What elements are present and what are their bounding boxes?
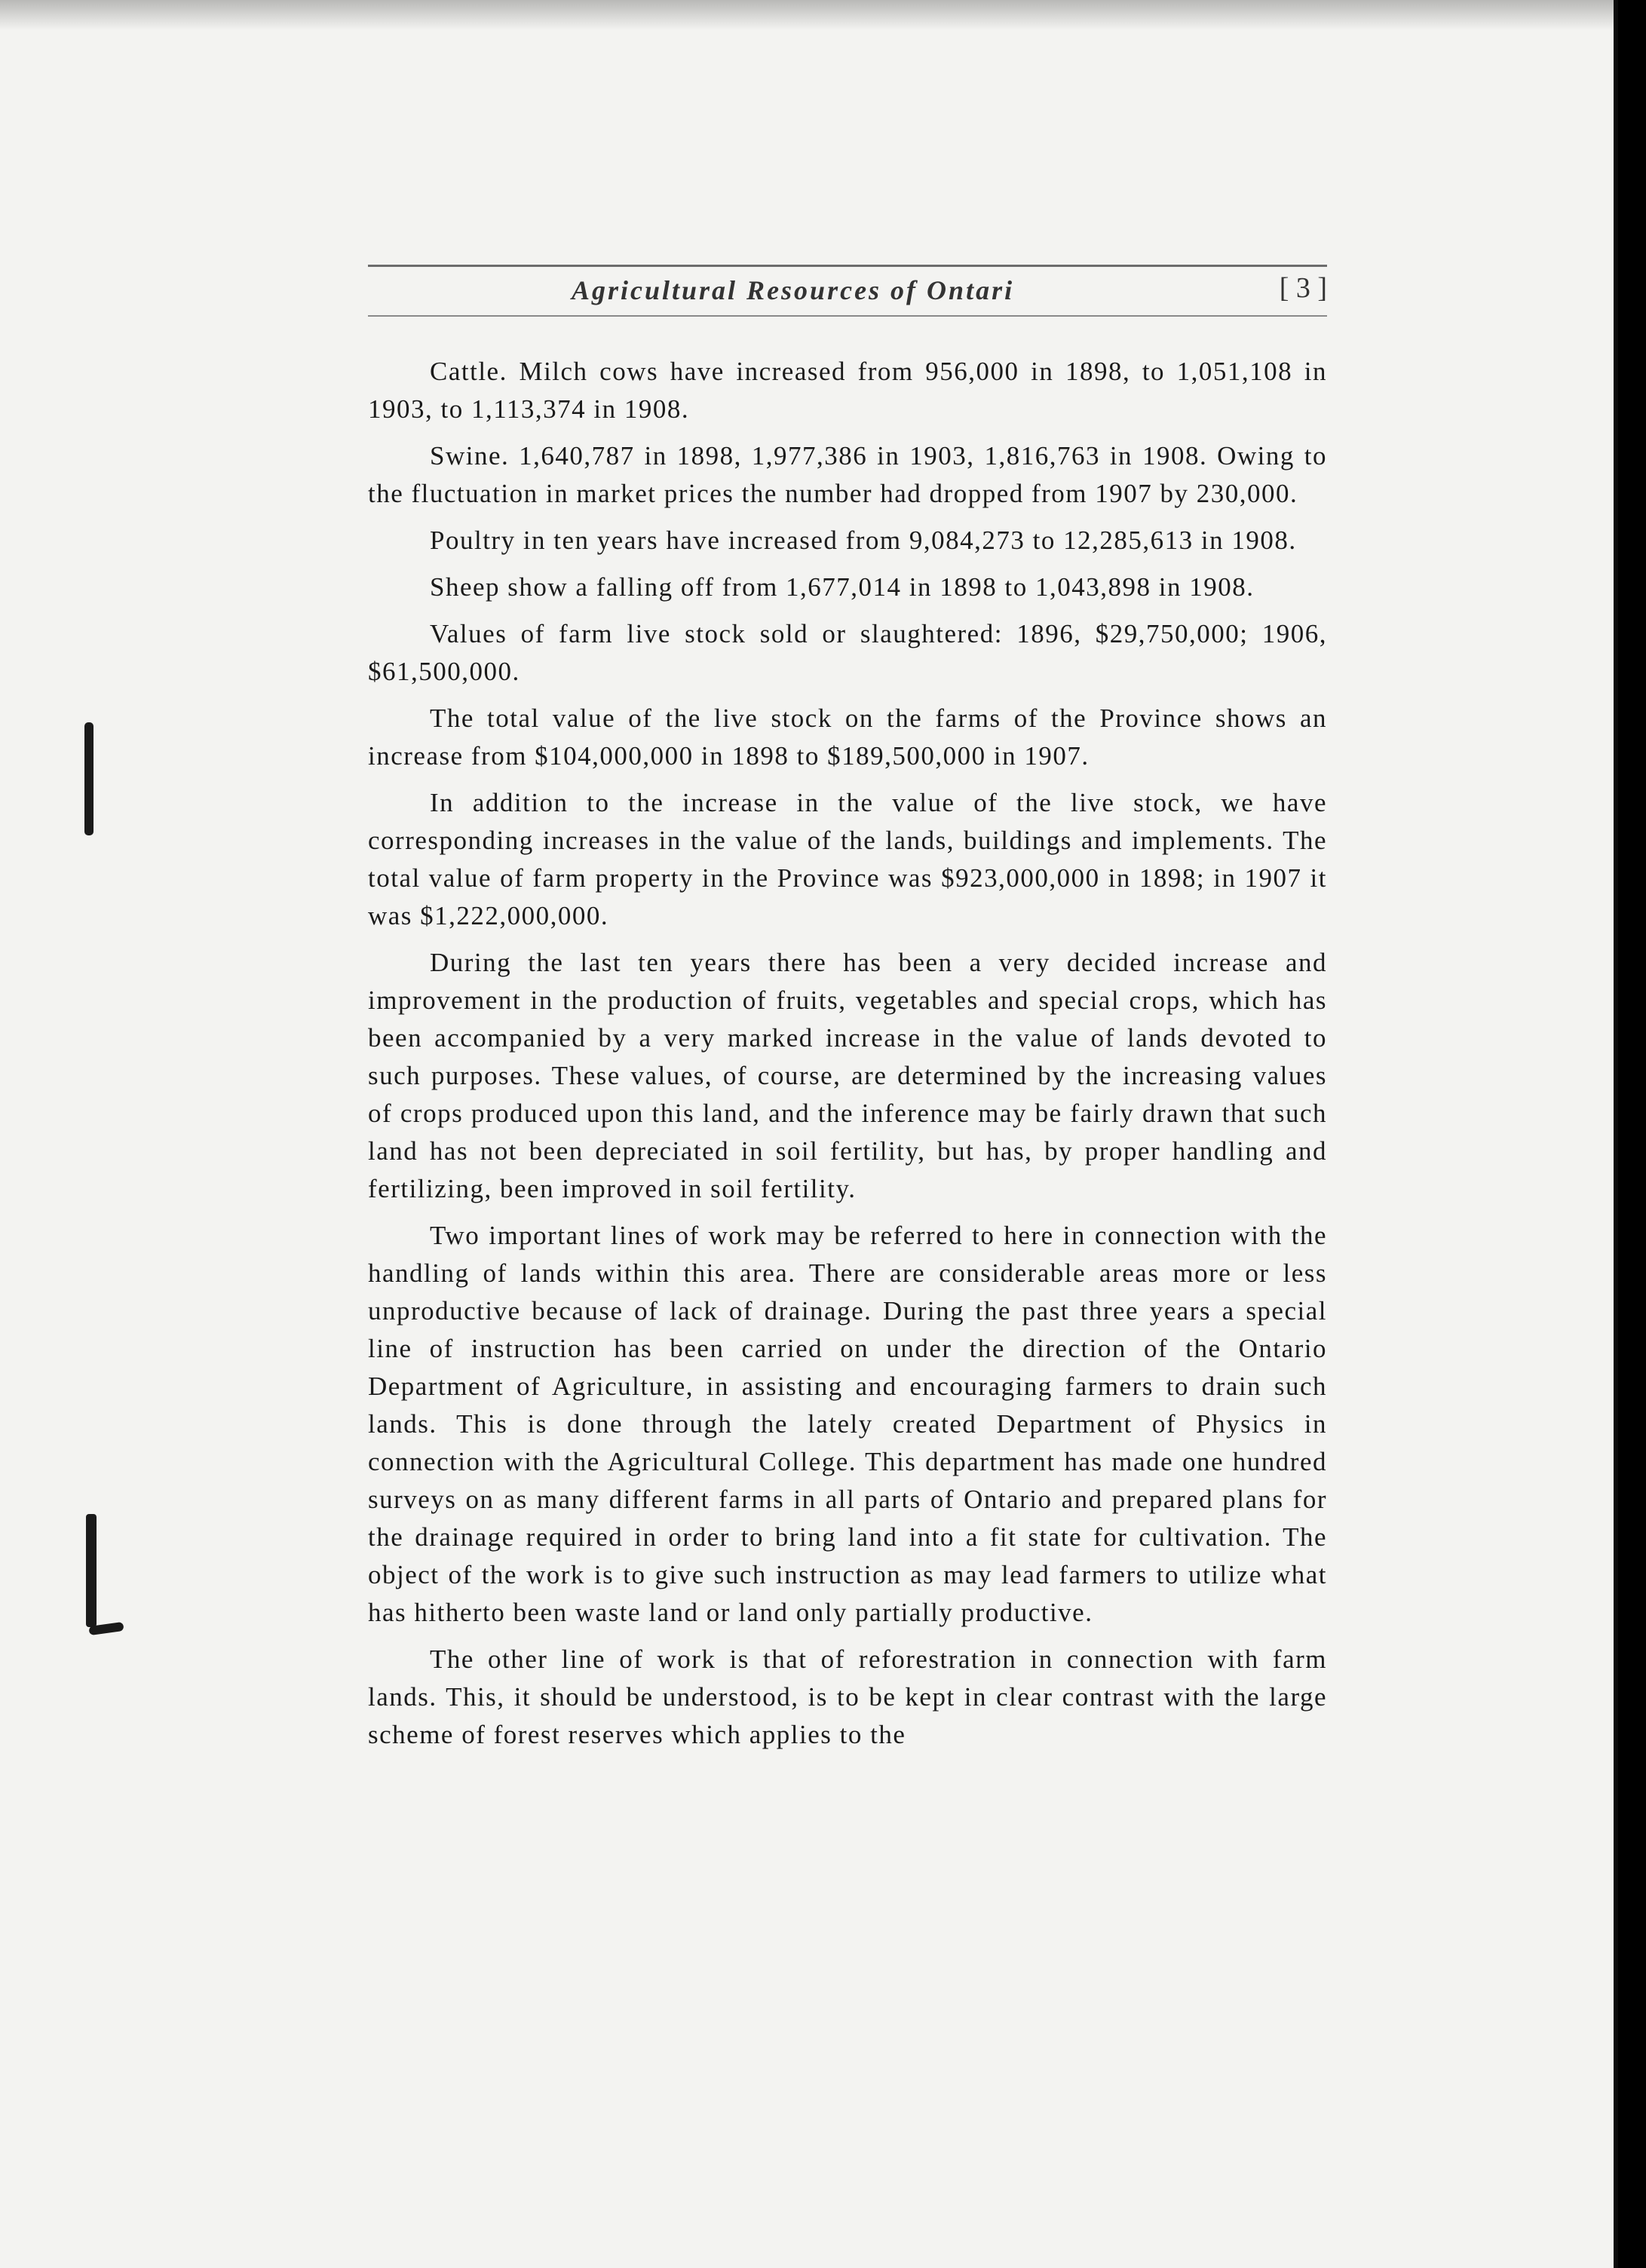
- paragraph-drainage: Two important lines of work may be referred to here in connection with the handling of lands within this area. There are considerable areas more or less unproductive because of lack of drainage. During the past three years a special line of instruction has been carried on under the direction of the Ontario Department of Agriculture, in assisting and encouraging farmers to drain such lands. This is done through the lately created Department of Physics in connection with the Agricultural College. This department has made one hundred surveys on as many different farms in all parts of Ontario and prepared plans for the drainage required in order to bring land into a fit state for cultivation. The object of the work is to give such instruction as may lead farmers to utilize what has hitherto been waste land or land only partially productive.: [368, 1221, 1327, 1627]
- paragraph-livestock-values: Values of farm live stock sold or slaughtered: 1896, $29,750,000; 1906, $61,500,000.: [368, 619, 1327, 686]
- page-top-shadow: [0, 0, 1614, 30]
- header-rule-bottom: [368, 315, 1327, 317]
- paragraph-fruits-vegetables: During the last ten years there has been a very decided increase and improvement in the production of fruits, vegetables and special crops, which has been accompanied by a very marked increase in the value of lands devoted to such purposes. These values, of course, are determined by the increasing values of crops produced upon this land, and the inference may be fairly drawn that such land has not been depreciated in soil fertility, but has, by proper handling and fertilizing, been improved in soil fertility.: [368, 948, 1327, 1203]
- paragraph-poultry: Poultry in ten years have increased from 9,084,273 to 12,285,613 in 1908.: [430, 526, 1297, 555]
- paragraph-cattle: Cattle. Milch cows have increased from 956,000 in 1898, to 1,051,108 in 1903, to 1,113,374 in 1908.: [368, 357, 1327, 424]
- paragraph-sheep: Sheep show a falling off from 1,677,014 in 1898 to 1,043,898 in 1908.: [430, 572, 1255, 602]
- paragraph-farm-property: In addition to the increase in the value of the live stock, we have corresponding increases in the value of the lands, buildings and implements. The total value of farm property in the Province was $923,000,000 in 1898; in 1907 it was $1,222,000,000.: [368, 788, 1327, 930]
- paragraph-total-livestock: The total value of the live stock on the farms of the Province shows an increase from $104,000,000 in 1898 to $189,500,000 in 1907.: [368, 703, 1327, 771]
- paragraph-swine: Swine. 1,640,787 in 1898, 1,977,386 in 1903, 1,816,763 in 1908. Owing to the fluctuation in market prices the number had dropped from 1907 by 230,000.: [368, 441, 1327, 508]
- header-rule-top: [368, 265, 1327, 267]
- margin-mark-upper: [84, 722, 93, 835]
- margin-mark-lower: [86, 1514, 97, 1627]
- running-title: Agricultural Resources of Ontari: [572, 275, 1015, 305]
- paragraph-reforestration: The other line of work is that of reforestration in connection with farm lands. This, it should be understood, is to be kept in clear contrast with the large scheme of forest reserves which applies to the: [368, 1644, 1327, 1749]
- body-text: [368, 353, 1327, 1974]
- running-header: [368, 271, 1327, 314]
- page-number: [ 3 ]: [1279, 272, 1327, 304]
